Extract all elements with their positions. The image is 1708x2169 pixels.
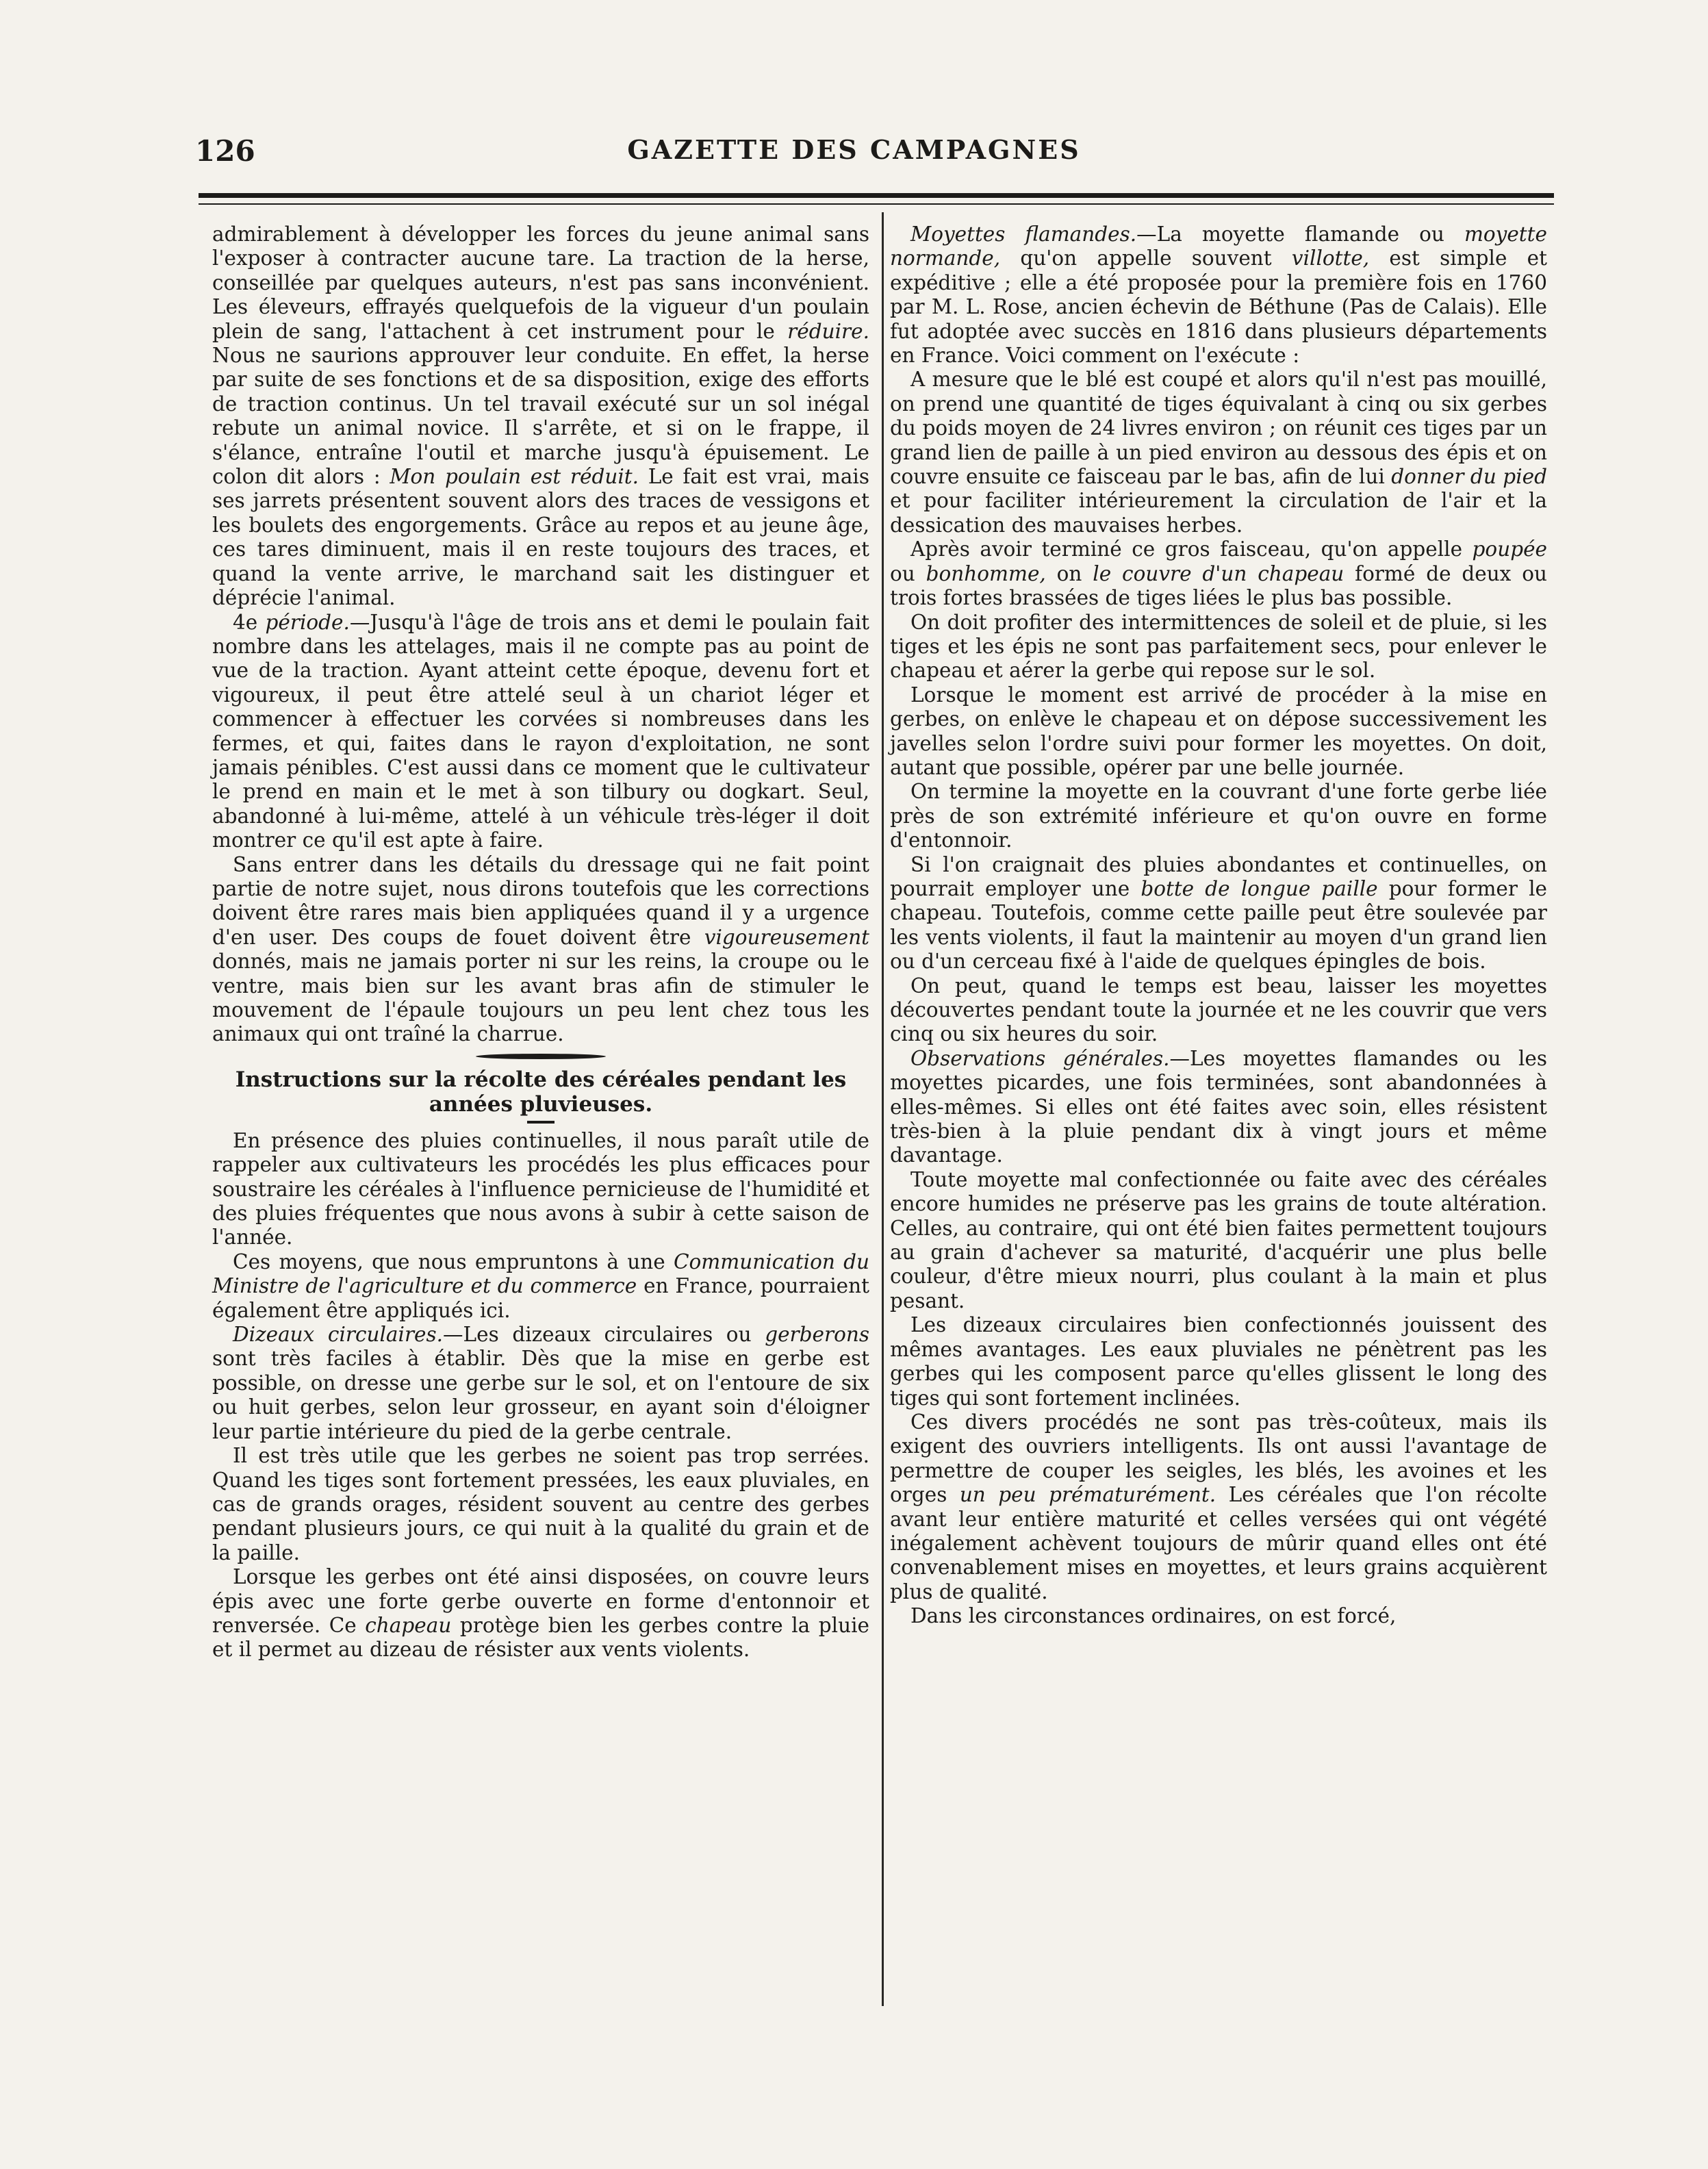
section-title: Instructions sur la récolte des céréales pendant les années pluvieuses. [235,1067,847,1117]
text: —Les dizeaux circulaires ou [443,1323,752,1347]
paragraph [890,537,1547,610]
text: Toute moyette mal confectionnée ou faite avec des céréales encore humides ne préserve pas les grains de toute altération. Celles, au contraire, qui ont été bien faites permettent toujours au grain d'achever sa maturité, d'acquérir une plus belle couleur, d'être mieux nourri, plus coulant à la main et plus pesant. [890,1167,1547,1312]
text: Lorsque les gerbes ont été ainsi disposées, on couvre leurs épis avec une forte gerbe ouverte en forme d'entonnoir et renversée. Ce [212,1565,869,1637]
text: formé de deux ou trois fortes brassées de tiges liées le plus bas possible. [890,561,1547,610]
text: Ces moyens, que nous empruntons à une [233,1250,665,1273]
text: protège bien les gerbes contre la pluie et il permet au dizeau de résister aux vents violents. [212,1613,869,1662]
paragraph [890,1047,1547,1168]
italic-text: poupée [1472,537,1547,561]
text: est simple et expéditive ; elle a été proposée pour la première fois en 1760 par M. L. Rose, ancien échevin de Béthune (Pas de Calais). Elle fut adoptée avec succès en 1816 dans plusieurs départements en France. Voici comment on l'exécute : [890,246,1547,368]
paragraph [890,611,1547,683]
text: En présence des pluies continuelles, il nous paraît utile de rappeler aux cultivateurs les procédés les plus efficaces pour soustraire les céréales à l'influence pernicieuse de l'humidité et des pluies fréquentes que nous avons à subir à cette saison de l'année. [212,1128,869,1250]
text: en France, pourraient également être appliqués ici. [212,1274,869,1322]
italic-text: le couvre d'un chapeau [1093,561,1344,585]
right-column [890,223,1547,1629]
text: —Jusqu'à l'âge de trois ans et demi le poulain fait nombre dans les attelages, mais il ne compte pas au point de vue de la traction. Ayant atteint cette époque, devenu fort et vigoureux, il peut être attelé seul à un chariot léger et commencer à effectuer les corvées si nombreuses dans les fermes, et qui, faites dans le rayon d'exploitation, ne sont jamais pénibles. C'est aussi dans ce moment que le cultivateur le prend en main et le met à son tilbury ou dogkart. Seul, abandonné à lui-même, attelé à un véhicule très-léger il doit montrer ce qu'il est apte à faire. [212,610,870,852]
text: Le fait est vrai, mais ses jarrets présentent souvent alors des traces de vessigons et les boulets des engorgements. Grâce au repos et au jeune âge, ces tares diminuent, mais il en reste toujours des traces, et quand la vente arrive, le marchand sait les distinguer et déprécie l'animal. [212,465,870,610]
paragraph [890,368,1547,537]
paragraph [212,1129,869,1250]
text: donnés, mais ne jamais porter ni sur les reins, la croupe ou le ventre, mais bien sur les avant bras afin de stimuler le mouvement de l'épaule toujours un peu lent chez tous les animaux qui ont traîné la charrue. [212,950,869,1046]
italic-text: gerberons [765,1323,869,1347]
italic-text: chapeau [365,1613,452,1637]
italic-text: période. [265,610,350,634]
paragraph [890,780,1547,852]
italic-text: un peu prématurément. [959,1483,1216,1507]
text: On peut, quand le temps est beau, laisser les moyettes découvertes pendant toute la journée et ne les couvrir que vers cinq ou six heures du soir. [890,974,1547,1046]
paragraph [212,1444,869,1565]
text: —Les moyettes flamandes ou les moyettes picardes, une fois terminées, sont abandonnées à elles-mêmes. Si elles ont été faites avec soin, elles résistent très-bien à la pluie pendant dix à vingt jours et même davantage. [890,1046,1547,1167]
text: Ces divers procédés ne sont pas très-coûteux, mais ils exigent des ouvriers intelligents. Ils ont aussi l'avantage de permettre de couper les seigles, les blés, les avoines et les orges [890,1410,1547,1507]
text: Lorsque le moment est arrivé de procéder à la mise en gerbes, on enlève le chapeau et on dépose successivement les javelles selon l'ordre suivi pour former les moyettes. On doit, autant que possible, opérer par une belle journée. [890,683,1547,779]
text: —La moyette flamande ou [1136,223,1444,246]
italic-text: moyette normande, [890,223,1547,270]
paragraph [890,853,1547,974]
text: Dans les circonstances ordinaires, on est forcé, [910,1604,1397,1628]
paragraph [890,974,1547,1047]
italic-text: Dizeaux circulaires. [233,1323,444,1347]
italic-text: Mon poulain est réduit. [390,465,639,489]
text: 4e [233,610,258,634]
paragraph [212,1323,869,1444]
italic-text: vigoureusement [704,925,869,949]
header-rule-thin [199,203,1554,205]
column-divider [882,212,884,2006]
running-title: GAZETTE DES CAMPAGNES [627,134,1081,165]
text: sont très faciles à établir. Dès que la mise en gerbe est possible, on dresse une gerbe sur le sol, et on l'entoure de six ou huit gerbes, selon leur grosseur, en ayant soin d'éloigner leur partie intérieure du pied de la gerbe centrale. [212,1347,869,1443]
text: Si l'on craignait des pluies abondantes et continuelles, on pourrait employer une [890,852,1547,900]
text: Il est très utile que les gerbes ne soient pas trop serrées. Quand les tiges sont fortement pressées, les eaux pluviales, en cas de grands orages, résident souvent au centre des gerbes pendant plusieurs jours, ce qui nuit à la qualité du grain et de la paille. [212,1444,869,1564]
text: qu'on appelle souvent [1000,246,1272,270]
paragraph [890,683,1547,781]
text: A mesure que le blé est coupé et alors qu'il n'est pas mouillé, on prend une quantité de tiges équivalant à cinq ou six gerbes du poids moyen de 24 livres environ ; on réunit ces tiges par un grand lien de paille à un pied environ au dessous des épis et on couvre ensuite ce faisceau par le bas, afin de lui [890,368,1547,489]
left-column [212,223,869,1662]
text: Sans entrer dans les détails du dressage qui ne fait point partie de notre sujet, nous dirons toutefois que les corrections doivent être rares mais bien appliquées quand il y a urgence d'en user. Des coups de fouet doivent être [212,852,869,949]
italic-text: donner du pied [1391,465,1547,489]
text: on [1045,561,1082,585]
text: et pour faciliter intérieurement la circulation de l'air et la dessication des mauvaises herbes. [890,489,1547,537]
text: Après avoir terminé ce gros faisceau, qu'on appelle [910,537,1463,561]
italic-text: bonhomme, [926,561,1046,585]
text: pour former le chapeau. Toutefois, comme cette paille peut être soulevée par les vents violents, il faut la maintenir au moyen d'un grand lien ou d'un cerceau fixé à l'aide de quelques épingles de bois. [890,876,1548,974]
paragraph [212,1565,869,1662]
text: Nous ne saurions approuver leur conduite. En effet, la herse par suite de ses fonctions et de sa disposition, exige des efforts de traction continus. Un tel travail exécuté sur un sol inégal rebute un animal novice. Il s'arrête, et si on le frappe, il s'élance, entraîne l'outil et marche jusqu'à épuisement. Le colon dit alors : [212,344,869,489]
section-separator [476,1054,606,1059]
paragraph [890,1313,1547,1410]
italic-text: Moyettes flamandes. [910,223,1137,246]
paragraph [212,223,869,611]
italic-text: botte de longue paille [1140,876,1378,900]
text: Les céréales que l'on récolte avant leur entière maturité et celles versées qui ont végété inégalement achèvent toujours de mûrir quand elles ont été convenablement mises en moyettes, et leurs grains acquièrent plus de qualité. [890,1483,1547,1603]
paragraph [890,223,1547,368]
text: ou [890,561,915,585]
italic-text: réduire. [787,319,869,343]
page-number: 126 [195,134,255,168]
paragraph [212,611,869,853]
italic-text: villotte, [1291,246,1370,270]
paragraph [890,1604,1547,1628]
paragraph [212,1250,869,1323]
paragraph [890,1168,1547,1313]
text: On termine la moyette en la couvrant d'une forte gerbe liée près de son extrémité inférieure et qu'on ouvre en forme d'entonnoir. [890,780,1547,852]
text: Les dizeaux circulaires bien confectionnés jouissent des mêmes avantages. Les eaux pluviales ne pénètrent pas les gerbes qui les composent parce qu'elles glissent le long des tiges qui sont fortement inclinées. [890,1313,1547,1410]
italic-text: Communication du Ministre de l'agriculture et du commerce [212,1250,869,1298]
text: admirablement à développer les forces du jeune animal sans l'exposer à contracter aucune tare. La traction de la herse, conseillée par quelques auteurs, n'est pas sans inconvénient. Les éleveurs, effrayés quelquefois de la vigueur d'un poulain plein de sang, l'attachent à cet instrument pour le [212,223,869,343]
title-dash [527,1121,555,1124]
paragraph [890,1410,1547,1604]
italic-text: Observations générales. [910,1046,1170,1070]
text: On doit profiter des intermittences de soleil et de pluie, si les tiges et les épis ne sont pas parfaitement secs, pour enlever le chapeau et aérer la gerbe qui repose sur le sol. [890,610,1547,683]
header-rule-thick [199,193,1554,198]
paragraph [212,853,869,1047]
